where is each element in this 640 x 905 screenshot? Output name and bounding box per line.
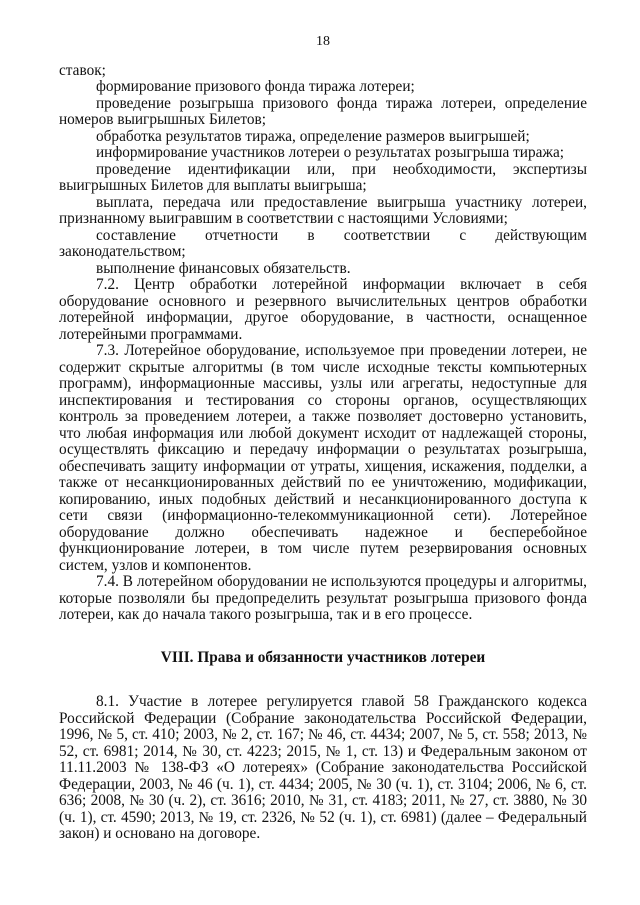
paragraph-7-2: 7.2. Центр обработки лотерейной информации включает в себя оборудование основного и резервного вычислительных центров обработки лотерейной информации, другое оборудование, в частности, оснащенное лотерейными программами. bbox=[59, 276, 587, 343]
section-heading: VIII. Права и обязанности участников лотереи bbox=[160, 648, 486, 666]
document-page bbox=[59, 34, 587, 843]
paragraph-8-1: 8.1. Участие в лотерее регулируется главой 58 Гражданского кодекса Российской Федерации (Собрание законодательства Российской Федерации, 1996, № 5, ст. 410; 2003, № 2, ст. 167; № 46, ст. 4434; 2007, № 5, ст. 558; 2013, № 52, ст. 6981; 2014, № 30, ст. 4223; 2015, № 1, ст. 13) и Федеральным законом от 11.11.2003 № 138-ФЗ «О лотереях» (Собрание законодательства Российской Федерации, 2003, № 46 (ч. 1), ст. 4434; 2005, № 30 (ч. 1), ст. 3104; 2006, № 6, ст. 636; 2008, № 30 (ч. 2), ст. 3616; 2010, № 31, ст. 4183; 2011, № 27, ст. 3880, № 30 (ч. 1), ст. 4590; 2013, № 19, ст. 2326, № 52 (ч. 1), ст. 6981) (далее – Федеральный закон) и основано на договоре. bbox=[59, 693, 587, 842]
list-item: выплата, передача или предоставление выигрыша участнику лотереи, признанному выигравшим в соответствии с настоящими Условиями; bbox=[59, 193, 587, 227]
list-item: информирование участников лотереи о результатах розыгрыша тиража; bbox=[96, 144, 564, 161]
paragraph-7-4: 7.4. В лотерейном оборудовании не используются процедуры и алгоритмы, которые позволяли бы предопределить результат розыгрыша призового фонда лотереи, как до начала такого розыгрыша, так и в его процессе. bbox=[59, 573, 587, 623]
list-item: формирование призового фонда тиража лотереи; bbox=[96, 78, 415, 95]
list-item: составление отчетности в соответствии с действующим законодательством; bbox=[59, 226, 587, 260]
list-item: проведение идентификации или, при необходимости, экспертизы выигрышных Билетов для выплаты выигрыша; bbox=[59, 160, 587, 194]
page-number: 18 bbox=[316, 34, 330, 49]
list-item: проведение розыгрыша призового фонда тиража лотереи, определение номеров выигрышных Билетов; bbox=[59, 94, 587, 128]
list-item: выполнение финансовых обязательств. bbox=[96, 259, 351, 277]
paragraph-7-3: 7.3. Лотерейное оборудование, используемое при проведении лотереи, не содержит скрытые алгоритмы (в том числе исходные тексты компьютерных программ), информационные массивы, узлы или агрегаты, недоступные для инспектирования и тестирования со стороны органов, осуществляющих контроль за проведением лотереи, а также позволяет достоверно установить, что любая информация или любой документ исходит от надлежащей стороны, осуществлять фиксацию и передачу информации о результатах розыгрыша, обеспечивать защиту информации от утраты, хищения, искажения, подделки, а также от несанкционированных действий по ее уничтожению, модификации, копированию, иных подобных действий и несанкционированного доступа к сети связи (информационно-телекоммуникационной сети). Лотерейное оборудование должно обеспечивать надежное и бесперебойное функционирование лотереи, в том числе путем резервирования основных систем, узлов и компонентов. bbox=[59, 342, 587, 574]
list-item: обработка результатов тиража, определение размеров выигрышей; bbox=[96, 127, 530, 145]
list-item: ставок; bbox=[59, 61, 106, 79]
